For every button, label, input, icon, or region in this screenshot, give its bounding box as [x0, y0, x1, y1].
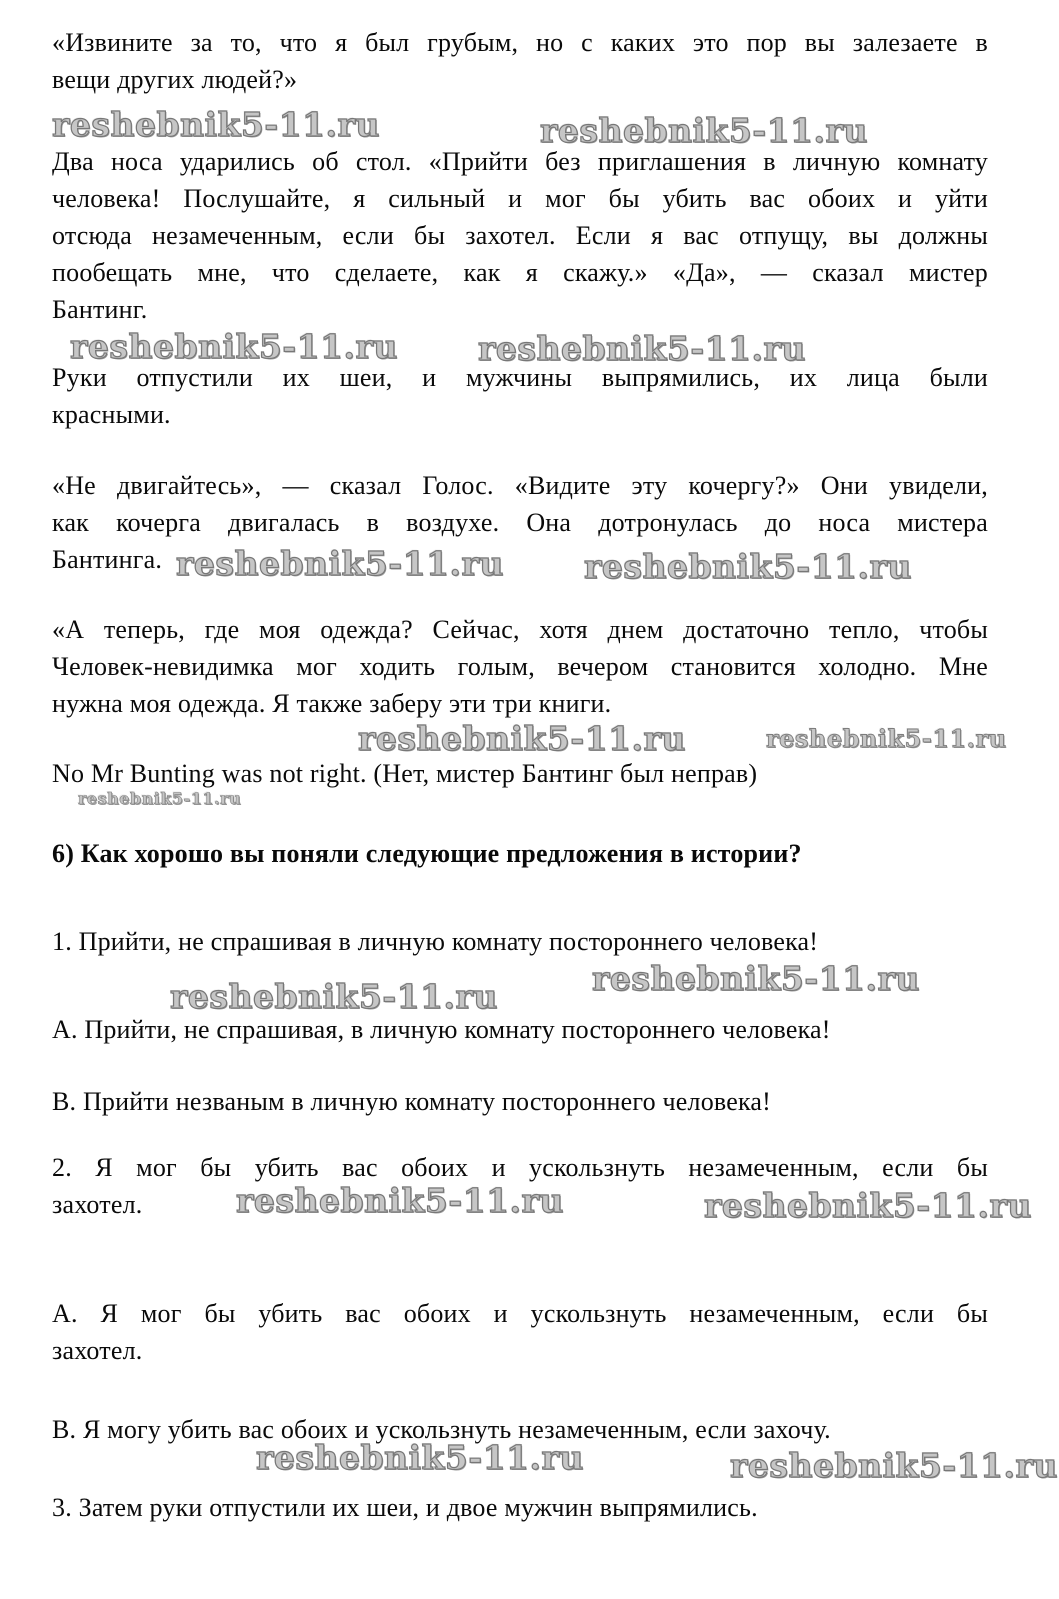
- text-line: No Mr Bunting was not right. (Нет, мистер Бантинг был неправ): [52, 759, 758, 788]
- text-line: «Извините за то, что я был грубым, но с каких это пор вы залезаете в: [52, 28, 988, 57]
- question-1: [52, 923, 988, 960]
- text-line: 1. Прийти, не спрашивая в личную комнату постороннего человека!: [52, 927, 819, 956]
- text-line: вещи других людей?»: [52, 65, 298, 94]
- watermark: reshebnik5-11.ru: [478, 329, 806, 368]
- text-line: красными.: [52, 400, 171, 429]
- text-line: захотел.: [52, 1190, 143, 1219]
- text-line: захотел.: [52, 1336, 143, 1365]
- text-line: Два носа ударились об стол. «Прийти без приглашения в личную комнату: [52, 147, 988, 176]
- question-1-option-a: [52, 1011, 988, 1048]
- watermark: reshebnik5-11.ru: [256, 1438, 584, 1477]
- text-line: А. Прийти, не спрашивая, в личную комнату постороннего человека!: [52, 1015, 831, 1044]
- text-line: В. Я могу убить вас обоих и ускользнуть незамеченным, если захочу.: [52, 1415, 831, 1444]
- watermark: reshebnik5-11.ru: [176, 544, 504, 583]
- text-line: человека! Послушайте, я сильный и мог бы убить вас обоих и уйти: [52, 184, 988, 213]
- question-2-option-a: [52, 1295, 988, 1369]
- paragraph-clothes: [52, 611, 988, 722]
- watermark: reshebnik5-11.ru: [730, 1446, 1058, 1485]
- text-line: «А теперь, где моя одежда? Сейчас, хотя днем достаточно тепло, чтобы: [52, 615, 988, 644]
- text-line: Человек-невидимка мог ходить голым, вечером становится холодно. Мне: [52, 652, 988, 681]
- text-line: Бантинга.: [52, 545, 163, 574]
- watermark: reshebnik5-11.ru: [584, 547, 912, 586]
- text-line: как кочерга двигалась в воздухе. Она дотронулась до носа мистера: [52, 508, 988, 537]
- text-line: Бантинг.: [52, 295, 148, 324]
- task-6-heading: [52, 835, 988, 872]
- watermark: reshebnik5-11.ru: [170, 977, 498, 1016]
- watermark: reshebnik5-11.ru: [540, 111, 868, 150]
- paragraph-apology: [52, 24, 988, 98]
- question-3: [52, 1489, 988, 1526]
- paragraph-noses: [52, 143, 988, 328]
- text-line: В. Прийти незваным в личную комнату постороннего человека!: [52, 1087, 772, 1116]
- text-line: 3. Затем руки отпустили их шеи, и двое мужчин выпрямились.: [52, 1493, 758, 1522]
- watermark: reshebnik5-11.ru: [70, 327, 398, 366]
- text-line: пообещать мне, что сделаете, как я скажу.» «Да», — сказал мистер: [52, 258, 988, 287]
- watermark: reshebnik5-11.ru: [52, 105, 380, 144]
- text-line: Руки отпустили их шеи, и мужчины выпрямились, их лица были: [52, 363, 988, 392]
- paragraph-english-answer: [52, 755, 988, 792]
- watermark: reshebnik5-11.ru: [236, 1181, 564, 1220]
- text-line: 2. Я мог бы убить вас обоих и ускользнуть незамеченным, если бы: [52, 1153, 988, 1182]
- text-line: А. Я мог бы убить вас обоих и ускользнуть незамеченным, если бы: [52, 1299, 988, 1328]
- watermark: reshebnik5-11.ru: [704, 1186, 1032, 1225]
- text-line: нужна моя одежда. Я также заберу эти три книги.: [52, 689, 612, 718]
- watermark: reshebnik5-11.ru: [592, 959, 920, 998]
- watermark: reshebnik5-11.ru: [358, 719, 686, 758]
- watermark: reshebnik5-11.ru: [766, 724, 1007, 753]
- heading-text: 6) Как хорошо вы поняли следующие предложения в истории?: [52, 839, 802, 868]
- paragraph-hands: [52, 359, 988, 433]
- text-line: «Не двигайтесь», — сказал Голос. «Видите эту кочергу?» Они увидели,: [52, 471, 988, 500]
- watermark: reshebnik5-11.ru: [78, 789, 242, 808]
- text-line: отсюда незамеченным, если бы захотел. Если я вас отпущу, вы должны: [52, 221, 988, 250]
- question-1-option-b: [52, 1083, 988, 1120]
